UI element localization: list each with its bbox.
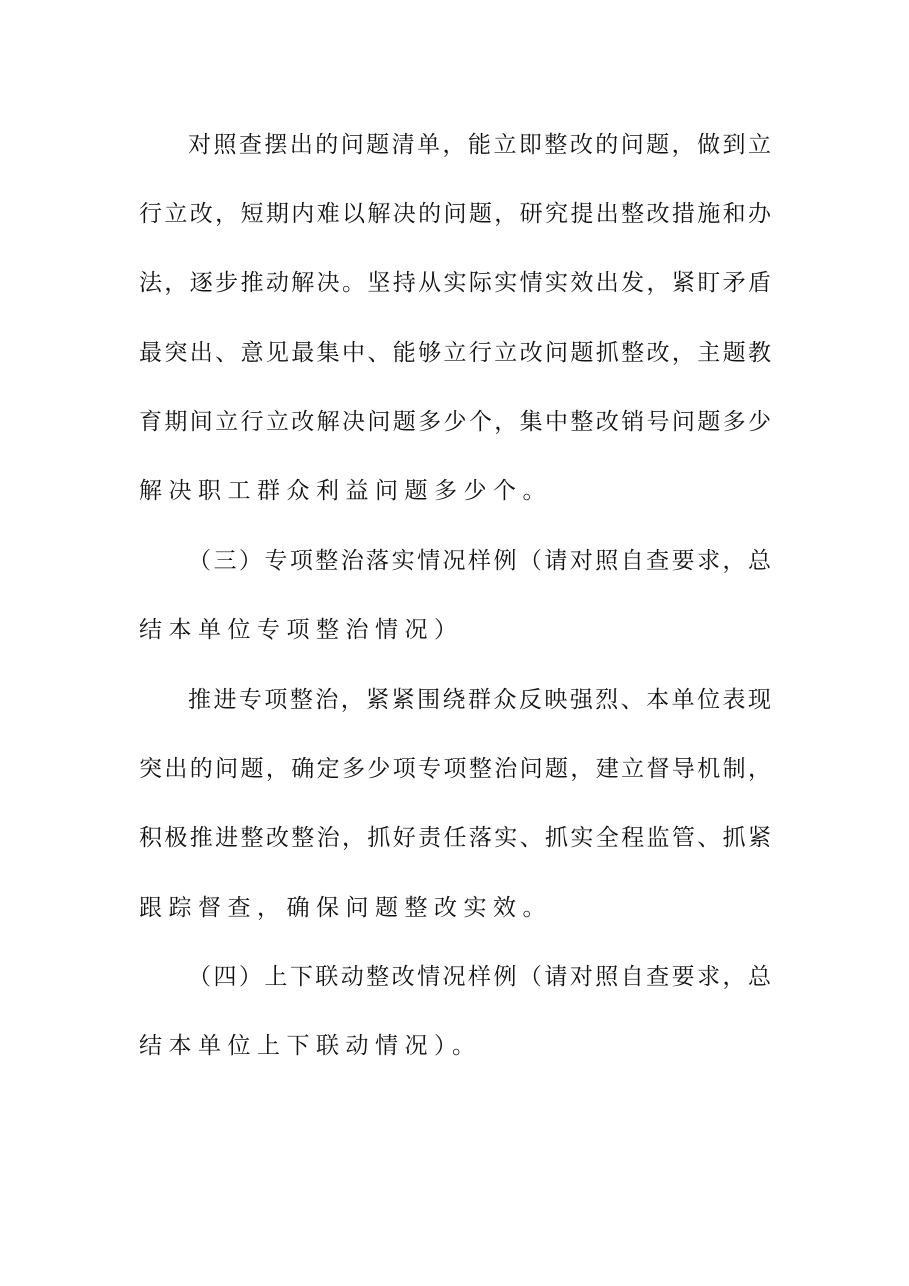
paragraph-1-line-1: 对照查摆出的问题清单，能立即整改的问题，做到立 — [188, 132, 771, 158]
paragraph-1-line-3: 法，逐步推动解决。坚持从实际实情实效出发，紧盯矛盾 — [139, 270, 771, 296]
section-heading-4-line-1: （四）上下联动整改情况样例（请对照自查要求，总 — [188, 964, 771, 990]
paragraph-3-line-2: 突出的问题，确定多少项专项整治问题，建立督导机制， — [139, 756, 771, 782]
section-heading-4-line-2: 结本单位上下联动情况）。 — [139, 1033, 482, 1059]
section-heading-3-line-1: （三）专项整治落实情况样例（请对照自查要求，总 — [188, 548, 771, 574]
paragraph-3-line-1: 推进专项整治，紧紧围绕群众反映强烈、本单位表现 — [188, 687, 771, 713]
paragraph-1-line-2: 行立改，短期内难以解决的问题，研究提出整改措施和办 — [139, 201, 771, 227]
paragraph-1-line-4: 最突出、意见最集中、能够立行立改问题抓整改，主题教 — [139, 340, 771, 366]
paragraph-1-line-6: 解决职工群众利益问题多少个。 — [139, 478, 552, 504]
paragraph-3-line-4: 跟踪督查，确保问题整改实效。 — [139, 895, 552, 921]
section-heading-3-line-2: 结本单位专项整治情况） — [139, 617, 464, 643]
paragraph-3-line-3: 积极推进整改整治，抓好责任落实、抓实全程监管、抓紧 — [139, 825, 771, 851]
paragraph-1-line-5: 育期间立行立改解决问题多少个，集中整改销号问题多少 — [139, 409, 771, 435]
